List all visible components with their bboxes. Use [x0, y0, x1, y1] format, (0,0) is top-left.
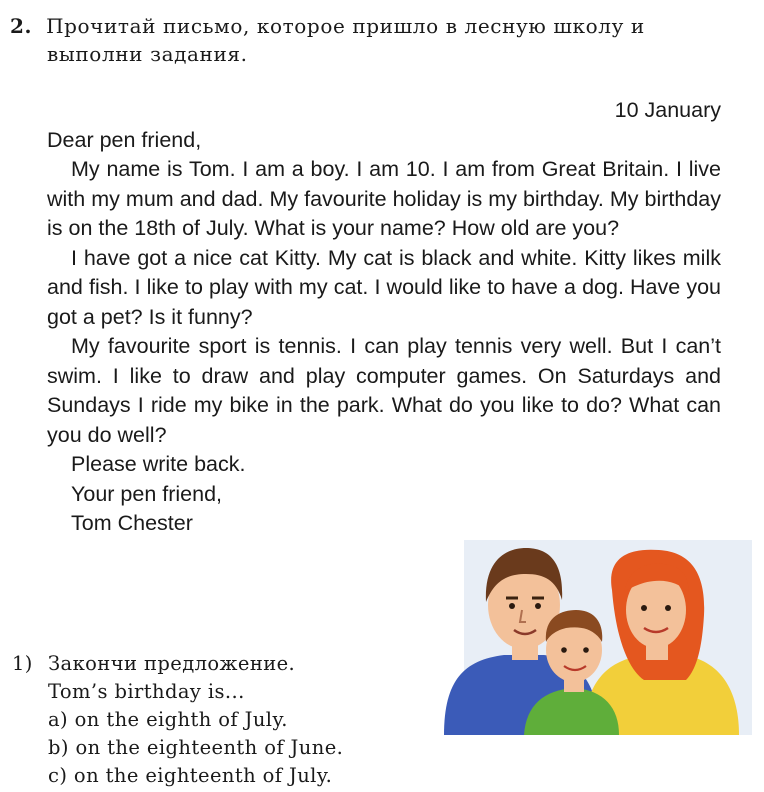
- letter-closing: Please write back.: [71, 452, 246, 476]
- task-instruction-line2: выполни задания.: [47, 42, 248, 66]
- letter-greeting: Dear pen friend,: [47, 127, 202, 152]
- letter-date: 10 January: [614, 98, 721, 122]
- exercise-instruction: Закончи предложение.: [48, 652, 296, 675]
- task-instruction-line1: Прочитай письмо, которое пришло в лесную школу и: [46, 14, 645, 38]
- letter-signature: Tom Chester: [71, 511, 193, 535]
- exercise-1: [12, 650, 432, 790]
- task-number: 2.: [10, 14, 33, 38]
- answer-option-a[interactable]: a) on the eighth of July.: [48, 708, 288, 731]
- letter-paragraph-1: My name is Tom. I am a boy. I am 10. I am from Great Britain. I live with my mum and dad. My favourite holiday is my birthday. My birthday is on the 18th of July. What is your name? How old are you?: [47, 157, 721, 240]
- letter: [47, 96, 721, 539]
- family-illustration-icon: [434, 530, 752, 735]
- exercise-stem: Tom’s birthday is...: [48, 680, 245, 703]
- letter-signoff: Your pen friend,: [71, 481, 223, 506]
- letter-paragraph-2: I have got a nice cat Kitty. My cat is black and white. Kitty likes milk and fish. I like to play with my cat. I would like to have a dog. Have you got a pet? Is it funny?: [47, 245, 721, 329]
- answer-option-b[interactable]: b) on the eighteenth of June.: [48, 736, 344, 759]
- letter-paragraph-3: My favourite sport is tennis. I can play tennis very well. But I can’t swim. I like to draw and play computer games. On Saturdays and Sundays I ride my bike in the park. What do you like to do? What can you do well?: [47, 334, 721, 447]
- task-header: [10, 12, 750, 68]
- exercise-number: 1): [12, 652, 33, 675]
- answer-option-c[interactable]: c) on the eighteenth of July.: [48, 764, 333, 787]
